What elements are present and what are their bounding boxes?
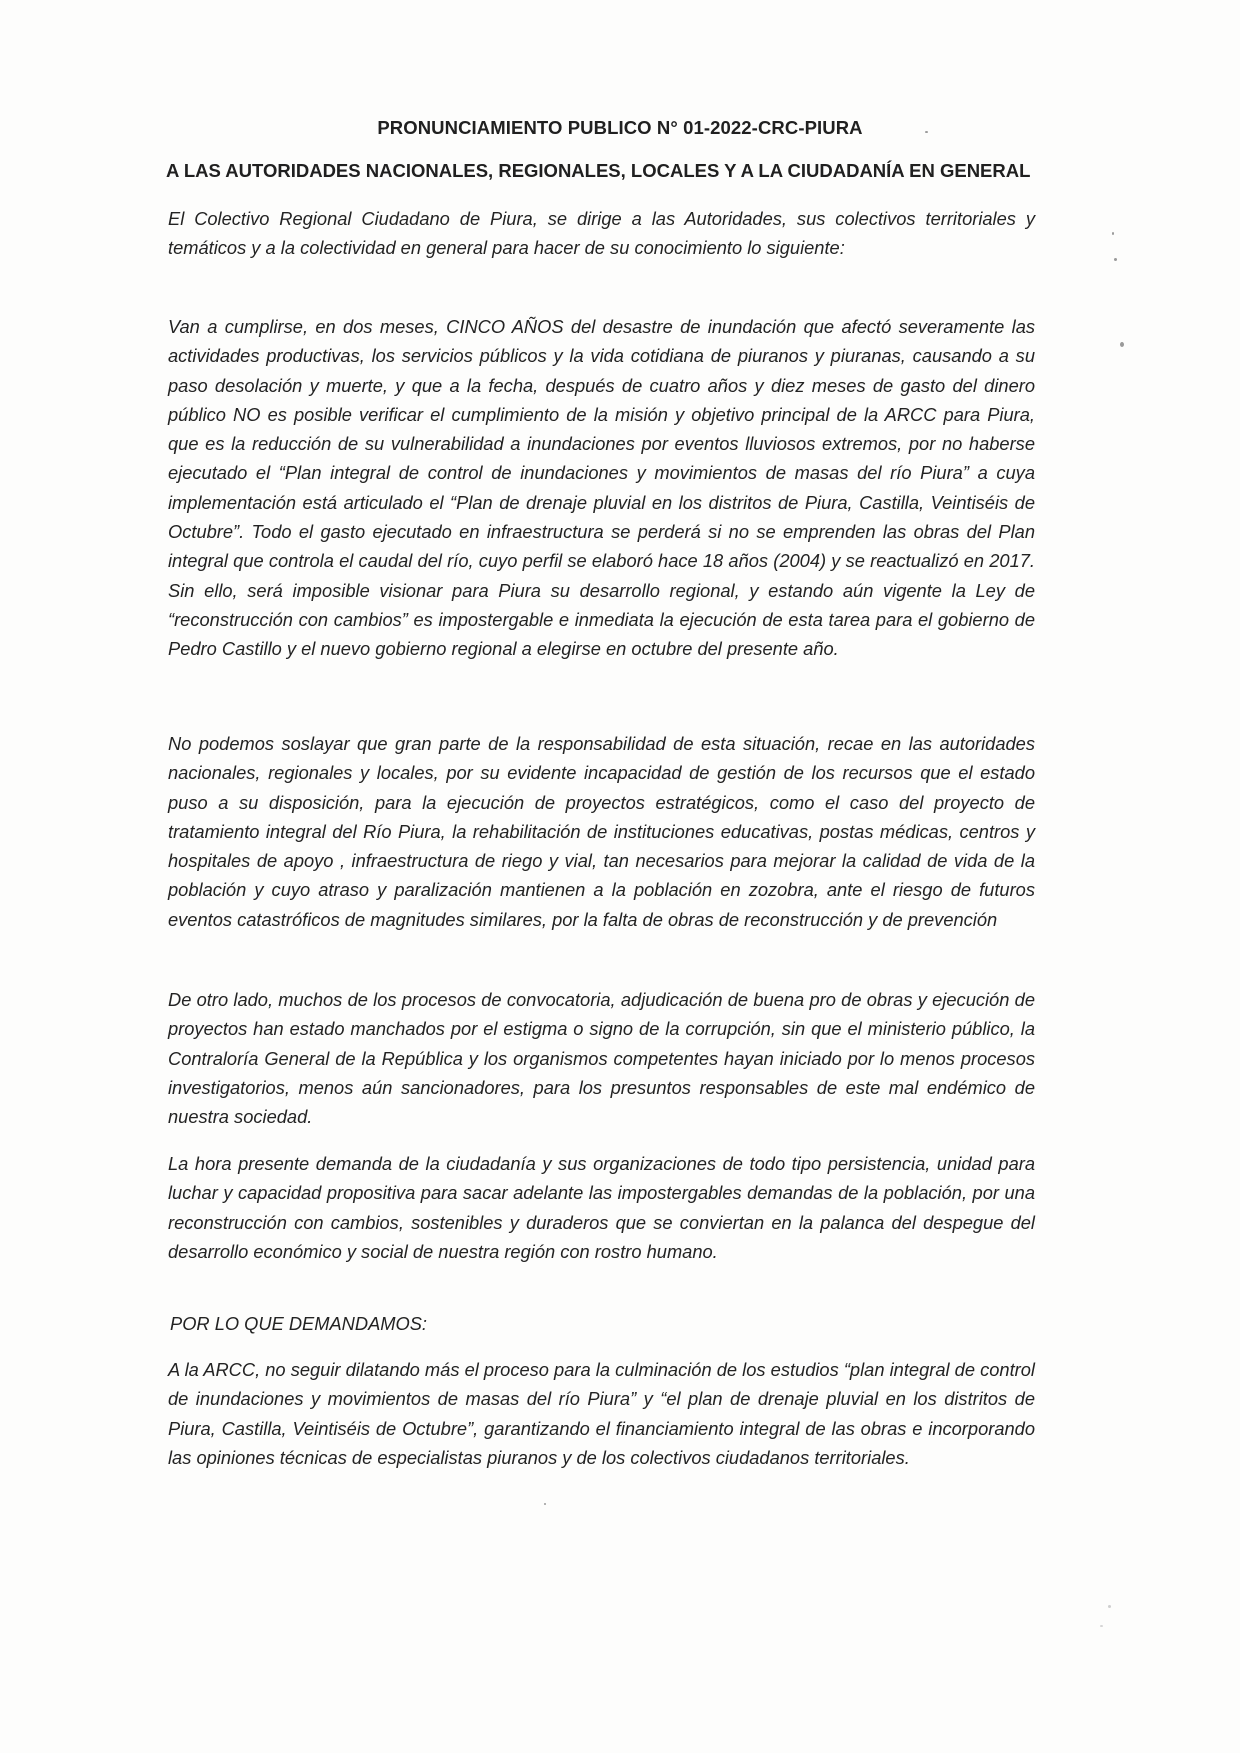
demand-heading: POR LO QUE DEMANDAMOS: bbox=[170, 1313, 427, 1334]
paragraph-present-hour: La hora presente demanda de la ciudadanía y sus organizaciones de todo tipo persistencia, unidad para luchar y capacidad propositiva para sacar adelante las impostergables demandas de la población, por una reconstrucción con cambios, sostenibles y duraderos que se conviertan en la palanca del despegue del desarrollo económico y social de nuestra región con rostro humano. bbox=[168, 1153, 1035, 1262]
scan-speck bbox=[1100, 1625, 1103, 1627]
scan-speck bbox=[1114, 258, 1117, 261]
scan-speck bbox=[1112, 232, 1114, 235]
document-title: PRONUNCIAMIENTO PUBLICO N° 01-2022-CRC-PIURA bbox=[377, 117, 863, 138]
paragraph-intro: El Colectivo Regional Ciudadano de Piura, se dirige a las Autoridades, sus colectivos territoriales y temáticos y a la colectividad en general para hacer de su conocimiento lo siguiente: bbox=[168, 208, 1035, 259]
scan-speck bbox=[1120, 342, 1124, 347]
scan-speck bbox=[1108, 1605, 1111, 1608]
paragraph-five-years: Van a cumplirse, en dos meses, CINCO AÑOS del desastre de inundación que afectó severamente las actividades productivas, los servicios públicos y la vida cotidiana de piuranos y piuranas, causando a su paso desolación y muerte, y que a la fecha, después de cuatro años y diez meses de gasto del dinero público NO es posible verificar el cumplimiento de la misión y objetivo principal de la ARCC para Piura, que es la reducción de su vulnerabilidad a inundaciones por eventos lluviosos extremos, por no haberse ejecutado el “Plan integral de control de inundaciones y movimientos de masas del río Piura” a cuya implementación está articulado el “Plan de drenaje pluvial en los distritos de Piura, Castilla, Veintiséis de Octubre”. Todo el gasto ejecutado en infraestructura se perderá si no se emprenden las obras del Plan integral que controla el caudal del río, cuyo perfil se elaboró hace 18 años (2004) y se reactualizó en 2017. Sin ello, será imposible visionar para Piura su desarrollo regional, y estando aún vigente la Ley de “reconstrucción con cambios” es impostergable e inmediata la ejecución de esta tarea para el gobierno de Pedro Castillo y el nuevo gobierno regional a elegirse en octubre del presente año. bbox=[168, 316, 1035, 660]
paragraph-responsibility: No podemos soslayar que gran parte de la responsabilidad de esta situación, recae en las autoridades nacionales, regionales y locales, por su evidente incapacidad de gestión de los recursos que el estado puso a su disposición, para la ejecución de proyectos estratégicos, como el caso del proyecto de tratamiento integral del Río Piura, la rehabilitación de instituciones educativas, postas médicas, centros y hospitales de apoyo , infraestructura de riego y vial, tan necesarios para mejorar la calidad de vida de la población y cuyo atraso y paralización mantienen a la población en zozobra, ante el riesgo de futuros eventos catastróficos de magnitudes similares, por la falta de obras de reconstrucción y de prevención bbox=[168, 733, 1035, 930]
scan-speck bbox=[544, 1503, 546, 1505]
paragraph-corruption: De otro lado, muchos de los procesos de convocatoria, adjudicación de buena pro de obras y ejecución de proyectos han estado manchados por el estigma o signo de la corrupción, sin que el ministerio público, la Contraloría General de la República y los organismos competentes hayan iniciado por lo menos procesos investigatorios, menos aún sancionadores, para los presuntos responsables de este mal endémico de nuestra sociedad. bbox=[168, 989, 1035, 1128]
scan-speck bbox=[925, 131, 928, 133]
document-addressee: A LAS AUTORIDADES NACIONALES, REGIONALES, LOCALES Y A LA CIUDADANÍA EN GENERAL bbox=[166, 160, 1031, 181]
paragraph-demand-arcc: A la ARCC, no seguir dilatando más el proceso para la culminación de los estudios “plan integral de control de inundaciones y movimientos de masas del río Piura” y “el plan de drenaje pluvial en los distritos de Piura, Castilla, Veintiséis de Octubre”, garantizando el financiamiento integral de las obras e incorporando las opiniones técnicas de especialistas piuranos y de los colectivos ciudadanos territoriales. bbox=[168, 1359, 1035, 1468]
